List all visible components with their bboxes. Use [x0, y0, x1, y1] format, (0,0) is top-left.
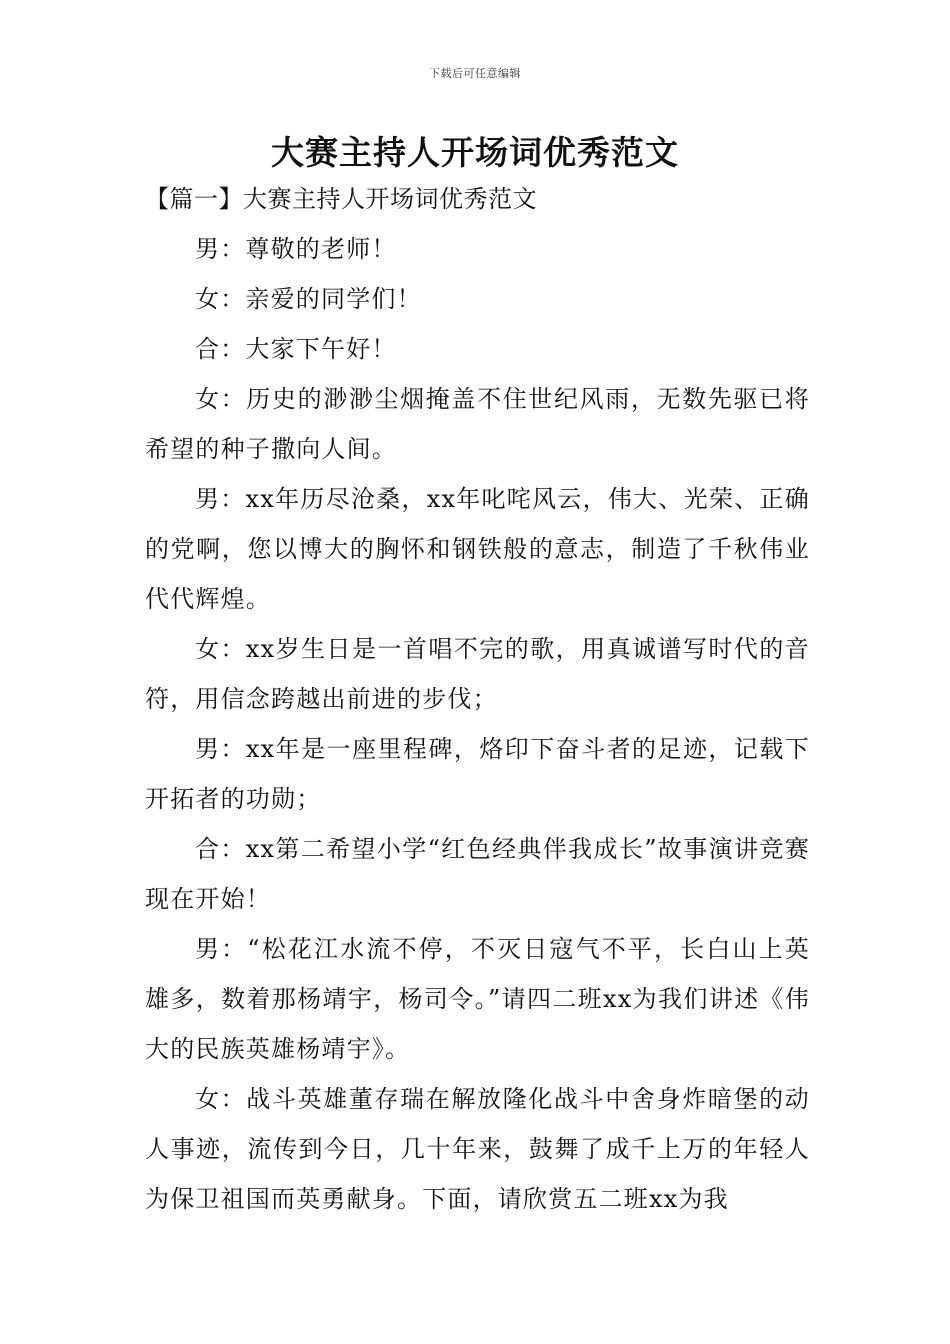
paragraph: 男：“松花江水流不停，不灭日寇气不平，长白山上英雄多，数着那杨靖宇，杨司令。”请四二班xx为我们讲述《伟大的民族英雄杨靖宇》。 — [145, 935, 810, 1063]
paragraph: 合：xx第二希望小学“红色经典伴我成长”故事演讲竞赛现在开始！ — [145, 835, 810, 913]
header-note: 下载后可任意编辑 — [429, 67, 521, 80]
paragraph: 女：xx岁生日是一首唱不完的歌，用真诚谱写时代的音符，用信念跨越出前进的步伐； — [145, 635, 810, 713]
document-body — [145, 174, 810, 1224]
paragraph: 女：亲爱的同学们！ — [195, 285, 422, 313]
paragraph: 女：战斗英雄董存瑞在解放隆化战斗中舍身炸暗堡的动人事迹，流传到今日，几十年来，鼓舞了成千上万的年轻人为保卫祖国而英勇献身。下面，请欣赏五二班xx为我 — [145, 1085, 810, 1213]
paragraph: 合：大家下午好！ — [195, 335, 397, 363]
paragraph: 男：尊敬的老师！ — [195, 235, 397, 263]
paragraph: 女：历史的渺渺尘烟掩盖不住世纪风雨，无数先驱已将希望的种子撒向人间。 — [145, 385, 810, 463]
paragraph: 男：xx年是一座里程碑，烙印下奋斗者的足迹，记载下开拓者的功勋； — [145, 735, 810, 813]
document-title: 大赛主持人开场词优秀范文 — [271, 133, 679, 172]
section-heading: 【篇一】大赛主持人开场词优秀范文 — [145, 185, 537, 213]
paragraph: 男：xx年历尽沧桑，xx年叱咤风云，伟大、光荣、正确的党啊，您以博大的胸怀和钢铁般的意志，制造了千秋伟业代代辉煌。 — [145, 485, 810, 613]
